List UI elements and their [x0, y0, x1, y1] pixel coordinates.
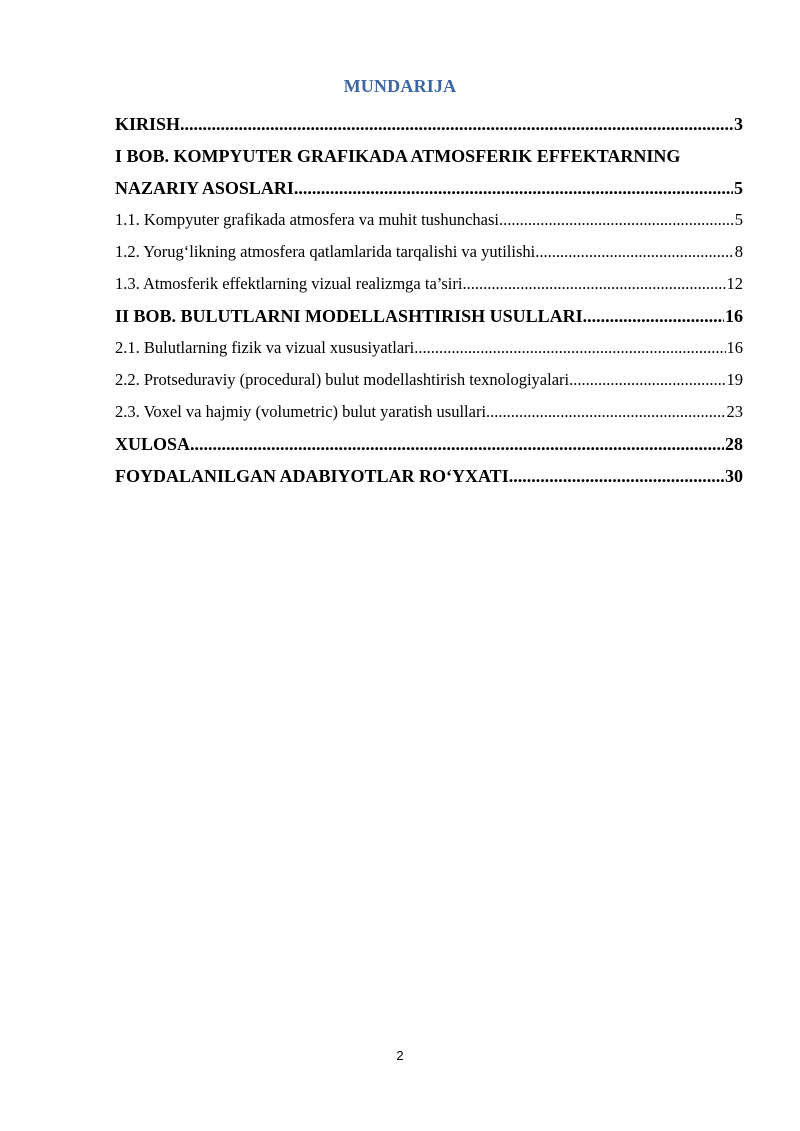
toc-leader-dots [535, 236, 734, 268]
toc-leader-dots [294, 172, 733, 204]
toc-leader-dots [569, 364, 725, 396]
toc-entry-1-3[interactable] [115, 268, 743, 300]
toc-entry-text: 1.1. Kompyuter grafikada atmosfera va muhit tushunchasi [115, 204, 499, 236]
toc-entry-text: FOYDALANILGAN ADABIYOTLAR RO‘YXATI [115, 460, 509, 492]
toc-leader-dots [486, 396, 725, 428]
toc-page-number: 30 [725, 466, 743, 486]
toc-page-number: 8 [734, 242, 743, 261]
toc-entry-text: 1.2. Yorug‘likning atmosfera qatlamlarida tarqalishi va yutilishi [115, 236, 535, 268]
toc-entry-text: XULOSA [115, 428, 190, 460]
toc-entry-text: II BOB. BULUTLARNI MODELLASHTIRISH USULLARI [115, 300, 583, 332]
toc-leader-dots [499, 204, 734, 236]
toc-page-number: 16 [725, 306, 743, 326]
toc-entry-1-2[interactable] [115, 236, 743, 268]
toc-entry-bob1-line1[interactable]: I BOB. KOMPYUTER GRAFIKADA ATMOSFERIK EFFEKTARNING [115, 146, 681, 166]
toc-entry-2-2[interactable] [115, 364, 743, 396]
toc-entry-text: 2.1. Bulutlarning fizik va vizual xususiyatlari [115, 332, 414, 364]
page-number: 2 [396, 1048, 404, 1063]
toc-page-number: 23 [726, 402, 743, 421]
toc-entry-xulosa[interactable] [115, 428, 743, 460]
toc-page-number: 5 [734, 210, 743, 229]
toc-entry-bob1[interactable] [115, 172, 743, 204]
toc-entry-kirish[interactable] [115, 108, 743, 140]
toc-entry-text: 2.2. Protseduraviy (procedural) bulut modellashtirish texnologiyalari [115, 364, 569, 396]
toc-entry-text: 2.3. Voxel va hajmiy (volumetric) bulut yaratish usullari [115, 396, 486, 428]
toc-title: MUNDARIJA [343, 76, 457, 96]
toc-entry-2-1[interactable] [115, 332, 743, 364]
toc-leader-dots [462, 268, 725, 300]
toc-page-number: 28 [725, 434, 743, 454]
toc-page-number: 12 [726, 274, 743, 293]
toc-entry-2-3[interactable] [115, 396, 743, 428]
toc-page-number: 3 [734, 114, 743, 134]
toc-entry-text: NAZARIY ASOSLARI [115, 172, 294, 204]
toc-entry-bob2[interactable] [115, 300, 743, 332]
toc-leader-dots [414, 332, 725, 364]
toc-leader-dots [190, 428, 724, 460]
toc-entry-text: 1.3. Atmosferik effektlarning vizual realizmga ta’siri [115, 268, 462, 300]
toc-page-number: 19 [726, 370, 743, 389]
toc-entry-text: KIRISH [115, 108, 180, 140]
toc-leader-dots [180, 108, 733, 140]
table-of-contents [115, 108, 743, 492]
toc-leader-dots [509, 460, 724, 492]
toc-leader-dots [583, 300, 724, 332]
toc-entry-adabiyotlar[interactable] [115, 460, 743, 492]
toc-page-number: 5 [734, 178, 743, 198]
toc-entry-1-1[interactable] [115, 204, 743, 236]
toc-page-number: 16 [726, 338, 743, 357]
